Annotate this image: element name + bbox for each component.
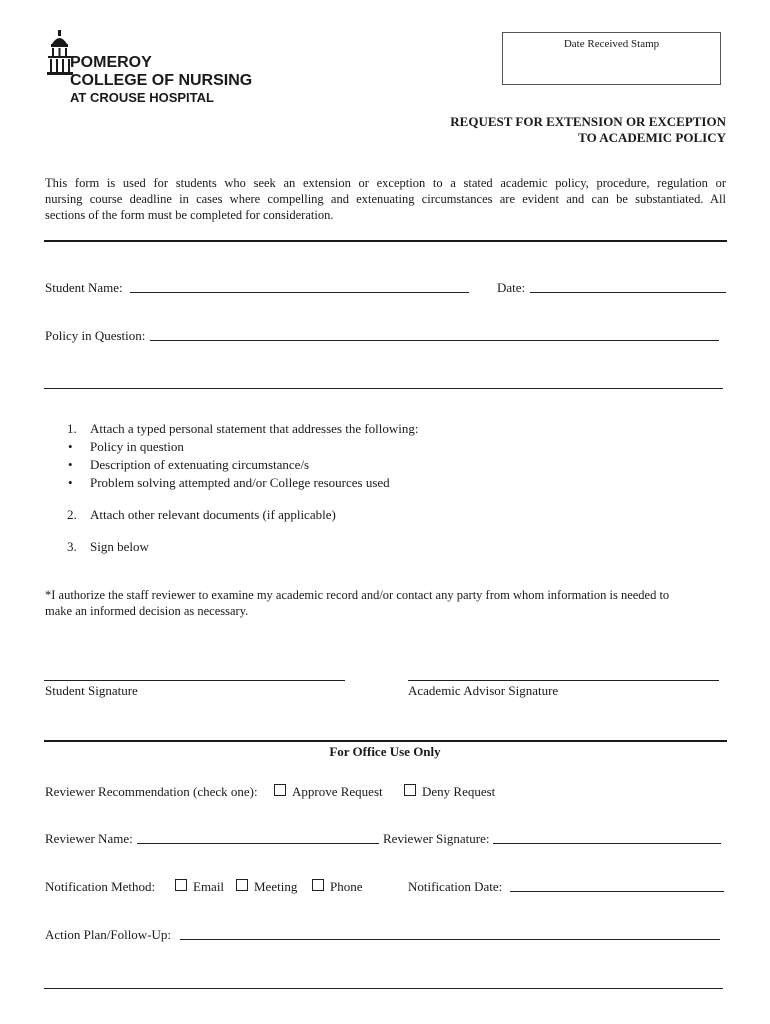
student-signature-field[interactable] bbox=[44, 666, 345, 681]
date-field[interactable] bbox=[530, 278, 726, 293]
student-name-field[interactable] bbox=[130, 278, 469, 293]
notification-date-label: Notification Date: bbox=[408, 879, 503, 894]
deny-request-checkbox[interactable] bbox=[404, 784, 416, 796]
logo-line-3: AT CROUSE HOSPITAL bbox=[70, 90, 214, 105]
step-1-number: 1. bbox=[67, 421, 77, 436]
step-3-text: Sign below bbox=[90, 539, 149, 554]
bullet-item: Problem solving attempted and/or College resources used bbox=[90, 475, 390, 490]
bullet-item: Description of extenuating circumstance/s bbox=[90, 457, 310, 472]
reviewer-name-field[interactable] bbox=[137, 829, 379, 844]
policy-label: Policy in Question: bbox=[45, 328, 146, 343]
intro-line-2: nursing course deadline in cases where compelling and extenuating circumstances are evident and can be substantiated. All bbox=[45, 192, 726, 206]
logo-line-2: COLLEGE OF NURSING bbox=[70, 72, 253, 89]
action-plan-field[interactable] bbox=[180, 925, 720, 940]
action-plan-label: Action Plan/Follow-Up: bbox=[45, 927, 172, 942]
policy-field-continued[interactable] bbox=[44, 374, 723, 389]
date-label: Date: bbox=[497, 280, 526, 295]
email-label: Email bbox=[193, 879, 225, 894]
phone-checkbox[interactable] bbox=[312, 879, 324, 891]
intro-line-3: sections of the form must be completed for consideration. bbox=[45, 208, 334, 222]
student-signature-label: Student Signature bbox=[45, 683, 138, 698]
approve-request-label: Approve Request bbox=[292, 784, 383, 799]
advisor-signature-field[interactable] bbox=[408, 666, 719, 681]
meeting-label: Meeting bbox=[254, 879, 298, 894]
form-title-line-2: TO ACADEMIC POLICY bbox=[578, 130, 726, 145]
phone-label: Phone bbox=[330, 879, 363, 894]
advisor-signature-label: Academic Advisor Signature bbox=[408, 683, 559, 698]
bullet-symbol: • bbox=[68, 457, 73, 472]
step-2-text: Attach other relevant documents (if applicable) bbox=[90, 507, 336, 522]
meeting-checkbox[interactable] bbox=[236, 879, 248, 891]
reviewer-recommendation-label: Reviewer Recommendation (check one): bbox=[45, 784, 258, 799]
logo-line-1: POMEROY bbox=[70, 54, 152, 71]
action-plan-field-continued[interactable] bbox=[44, 974, 723, 989]
stamp-box-label: Date Received Stamp bbox=[563, 38, 660, 50]
policy-field[interactable] bbox=[150, 326, 719, 341]
section-divider-office bbox=[44, 740, 727, 742]
notification-method-label: Notification Method: bbox=[45, 879, 156, 894]
intro-paragraph bbox=[45, 175, 726, 223]
section-divider-top bbox=[44, 240, 727, 242]
approve-request-checkbox[interactable] bbox=[274, 784, 286, 796]
authorization-line-1: *I authorize the staff reviewer to examine my academic record and/or contact any party from whom information is needed to bbox=[45, 588, 670, 602]
form-title-line-1: REQUEST FOR EXTENSION OR EXCEPTION bbox=[450, 114, 726, 129]
step-3-number: 3. bbox=[67, 539, 77, 554]
bullet-symbol: • bbox=[68, 439, 73, 454]
date-received-stamp-box bbox=[502, 32, 721, 85]
reviewer-signature-label: Reviewer Signature: bbox=[383, 831, 490, 846]
college-logo bbox=[44, 28, 254, 108]
reviewer-signature-field[interactable] bbox=[493, 829, 721, 844]
email-checkbox[interactable] bbox=[175, 879, 187, 891]
step-2-number: 2. bbox=[67, 507, 77, 522]
intro-line-1: This form is used for students who seek an extension or exception to a stated academic policy, procedure, regulation or bbox=[45, 176, 726, 190]
deny-request-label: Deny Request bbox=[422, 784, 496, 799]
office-use-heading: For Office Use Only bbox=[329, 744, 441, 759]
bullet-item: Policy in question bbox=[90, 439, 184, 454]
authorization-line-2: make an informed decision as necessary. bbox=[45, 604, 249, 618]
reviewer-name-label: Reviewer Name: bbox=[45, 831, 133, 846]
student-name-label: Student Name: bbox=[45, 280, 123, 295]
notification-date-field[interactable] bbox=[510, 877, 724, 892]
bullet-symbol: • bbox=[68, 475, 73, 490]
step-1-text: Attach a typed personal statement that addresses the following: bbox=[90, 421, 419, 436]
